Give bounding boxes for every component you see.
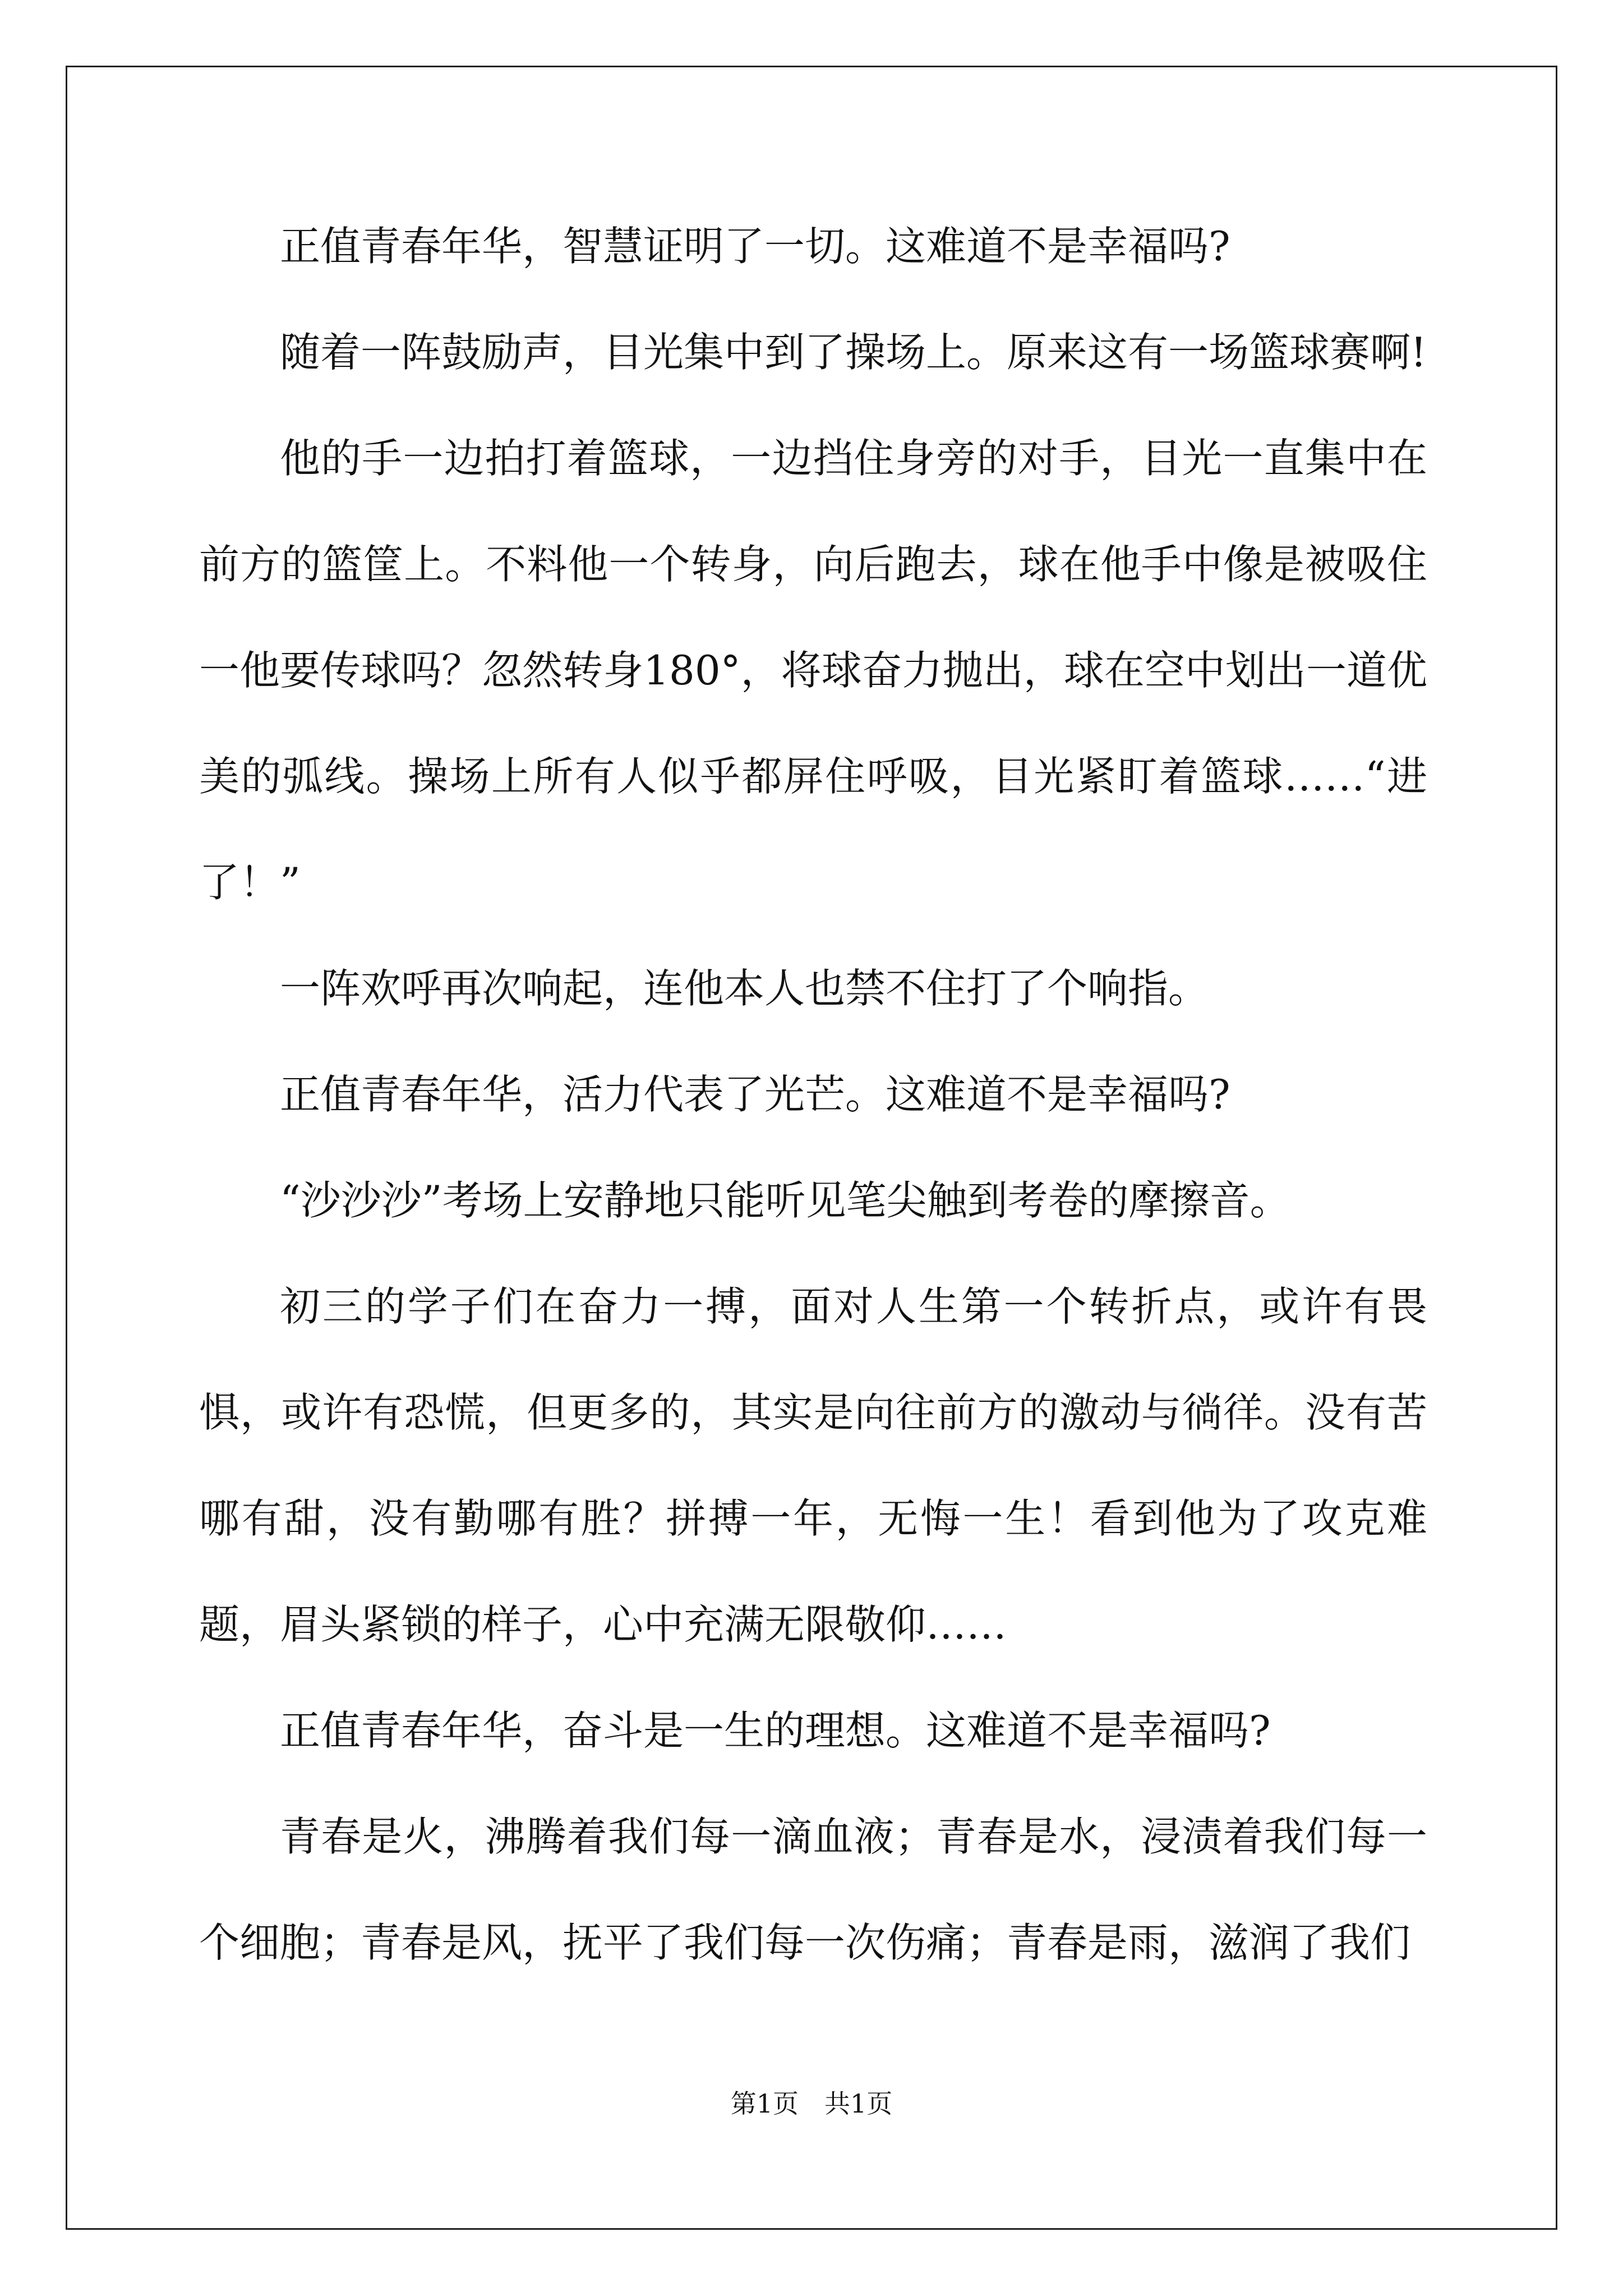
paragraph-2: 随着一阵鼓励声，目光集中到了操场上。原来这有一场篮球赛啊! xyxy=(280,329,1427,376)
paragraph-6: “沙沙沙”考场上安静地只能听见笔尖触到考卷的摩擦音。 xyxy=(280,1177,1290,1224)
document-body xyxy=(199,194,1427,1996)
paragraph-1: 正值青春年华，智慧证明了一切。这难道不是幸福吗? xyxy=(280,223,1230,270)
paragraph-5: 正值青春年华，活力代表了光芒。这难道不是幸福吗? xyxy=(280,1071,1230,1118)
paragraph-3: 他的手一边拍打着篮球，一边挡住身旁的对手，目光一直集中在前方的篮筐上。不料他一个转身，向后跑去，球在他手中像是被吸住一他要传球吗？忽然转身180°，将球奋力抛出，球在空中划出一道优美的弧线。操场上所有人似乎都屏住呼吸，目光紧盯着篮球……“进了！” xyxy=(199,435,1427,906)
paragraph-8: 正值青春年华，奋斗是一生的理想。这难道不是幸福吗? xyxy=(280,1707,1271,1754)
paragraph-4: 一阵欢呼再次响起，连他本人也禁不住打了个响指。 xyxy=(280,965,1209,1012)
paragraph-7: 初三的学子们在奋力一搏，面对人生第一个转折点，或许有畏惧，或许有恐慌，但更多的，其实是向往前方的激动与徜徉。没有苦哪有甜，没有勤哪有胜？拼搏一年，无悔一生！看到他为了攻克难题，眉头紧锁的样子，心中充满无限敬仰…… xyxy=(199,1283,1427,1648)
page-number-footer: 第1页 共1页 xyxy=(730,2088,893,2119)
paragraph-9: 青春是火，沸腾着我们每一滴血液；青春是水，浸渍着我们每一个细胞；青春是风，抚平了我们每一次伤痛；青春是雨，滋润了我们 xyxy=(199,1813,1427,1966)
